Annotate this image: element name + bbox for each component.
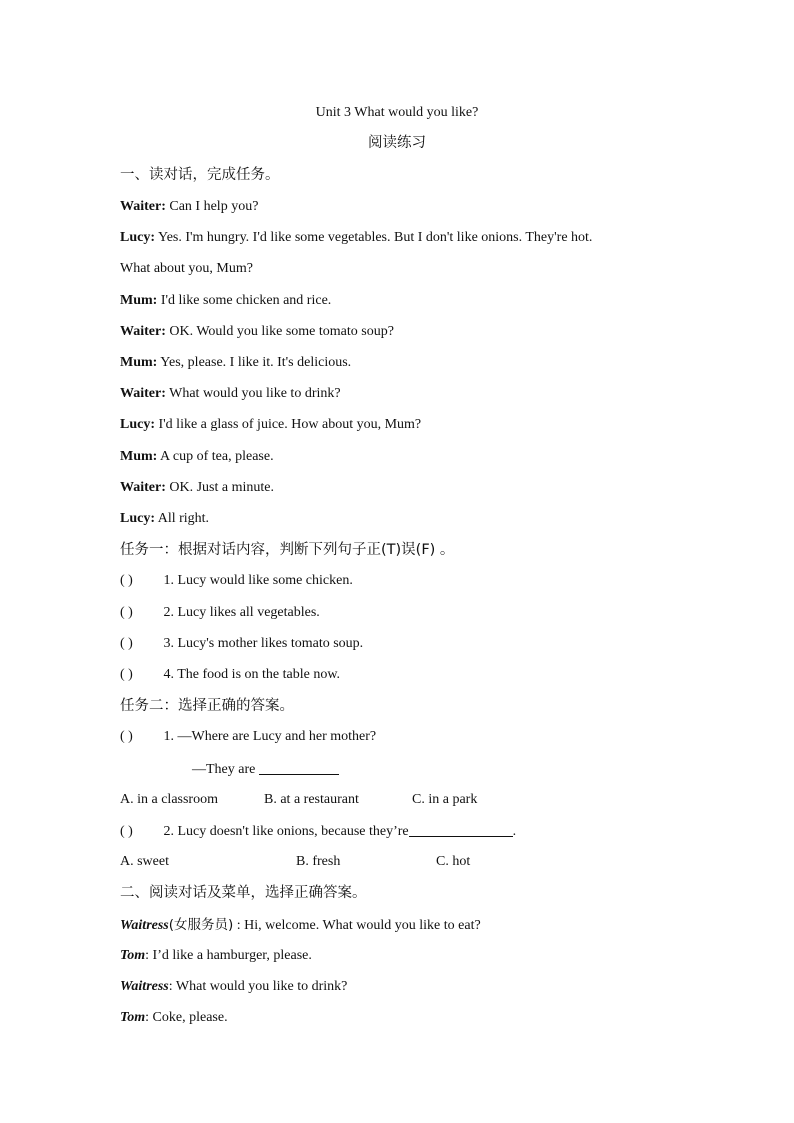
question-text: 2. Lucy doesn't like onions, because they’re — [160, 824, 409, 839]
speaker: Lucy: — [120, 511, 155, 526]
statement: 1. Lucy would like some chicken. — [160, 573, 353, 588]
statement: 2. Lucy likes all vegetables. — [160, 605, 320, 620]
utterance: Yes. I'm hungry. I'd like some vegetables. But I don't like onions. They're hot. — [155, 230, 593, 245]
speaker: Waiter: — [120, 199, 166, 214]
utterance: OK. Would you like some tomato soup? — [165, 324, 394, 339]
speaker: Mum: — [120, 355, 158, 370]
part2-heading: 二、阅读对话及菜单，选择正确答案。 — [120, 885, 367, 901]
page-title: Unit 3 What would you like? — [315, 105, 479, 120]
question-text: 1. —Where are Lucy and her mother? — [160, 729, 377, 744]
dialogue-line — [120, 260, 253, 278]
utterance: : Coke, please. — [145, 1010, 228, 1025]
option-a[interactable]: A. in a classroom — [120, 792, 218, 807]
statement: 3. Lucy's mother likes tomato soup. — [160, 636, 364, 651]
utterance: : I’d like a hamburger, please. — [145, 948, 312, 963]
dialogue-line — [120, 1009, 228, 1027]
answer-paren[interactable]: ( ) — [120, 573, 133, 588]
statement: 4. The food is on the table now. — [160, 667, 341, 682]
utterance: : Hi, welcome. What would you like to eat? — [233, 918, 481, 933]
option-c[interactable]: C. hot — [436, 854, 471, 869]
utterance: I'd like a glass of juice. How about you, Mum? — [155, 417, 422, 432]
speaker: Lucy: — [120, 230, 155, 245]
dialogue-line — [120, 385, 341, 403]
options-row — [120, 853, 470, 871]
task2-heading: 任务二：选择正确的答案。 — [120, 698, 294, 714]
utterance: All right. — [155, 511, 210, 526]
option-b[interactable]: B. fresh — [296, 854, 341, 869]
speaker: Tom — [120, 1010, 146, 1025]
option-b[interactable]: B. at a restaurant — [264, 792, 359, 807]
utterance: What about you, Mum? — [120, 261, 253, 276]
options-row — [120, 791, 477, 809]
dialogue-line — [120, 916, 481, 935]
task1-item — [120, 666, 340, 684]
task1-item — [120, 635, 363, 653]
utterance: I'd like some chicken and rice. — [157, 293, 332, 308]
dialogue-line — [120, 510, 209, 528]
answer-paren[interactable]: ( ) — [120, 636, 133, 651]
answer-paren[interactable]: ( ) — [120, 824, 133, 839]
task1-item — [120, 572, 353, 590]
answer-paren[interactable]: ( ) — [120, 667, 133, 682]
dialogue-line — [120, 198, 258, 216]
task1-heading: 任务一：根据对话内容，判断下列句子正(T)误(F) 。 — [120, 542, 455, 558]
task1-item — [120, 604, 320, 622]
utterance: : What would you like to drink? — [168, 979, 348, 994]
speaker: Waitress — [120, 918, 169, 933]
utterance: OK. Just a minute. — [165, 480, 274, 495]
question-end: . — [512, 824, 517, 839]
option-a[interactable]: A. sweet — [120, 854, 169, 869]
speaker: Mum: — [120, 449, 158, 464]
dialogue-line — [120, 323, 394, 341]
speaker: Tom — [120, 948, 146, 963]
dialogue-line — [120, 947, 312, 965]
dialogue-line — [120, 448, 274, 466]
answer-prefix: —They are — [192, 762, 259, 777]
option-c[interactable]: C. in a park — [412, 792, 478, 807]
task2-question — [120, 822, 516, 841]
utterance: Can I help you? — [165, 199, 259, 214]
dialogue-line — [120, 292, 331, 310]
speaker: Waiter: — [120, 480, 166, 495]
answer-blank[interactable] — [409, 822, 513, 837]
part1-heading: 一、读对话，完成任务。 — [120, 167, 280, 183]
task2-answer-line — [192, 760, 339, 779]
task2-question — [120, 728, 376, 746]
speaker: Lucy: — [120, 417, 155, 432]
answer-paren[interactable]: ( ) — [120, 729, 133, 744]
page-subtitle: 阅读练习 — [368, 135, 426, 151]
speaker-note: (女服务员) — [168, 917, 234, 933]
utterance: Yes, please. I like it. It's delicious. — [157, 355, 352, 370]
dialogue-line — [120, 479, 274, 497]
answer-paren[interactable]: ( ) — [120, 605, 133, 620]
speaker: Waiter: — [120, 324, 166, 339]
dialogue-line — [120, 978, 347, 996]
dialogue-line — [120, 229, 592, 247]
speaker: Waitress — [120, 979, 169, 994]
dialogue-line — [120, 416, 421, 434]
utterance: What would you like to drink? — [165, 386, 341, 401]
dialogue-line — [120, 354, 351, 372]
speaker: Mum: — [120, 293, 158, 308]
speaker: Waiter: — [120, 386, 166, 401]
utterance: A cup of tea, please. — [157, 449, 274, 464]
answer-blank[interactable] — [259, 760, 339, 775]
